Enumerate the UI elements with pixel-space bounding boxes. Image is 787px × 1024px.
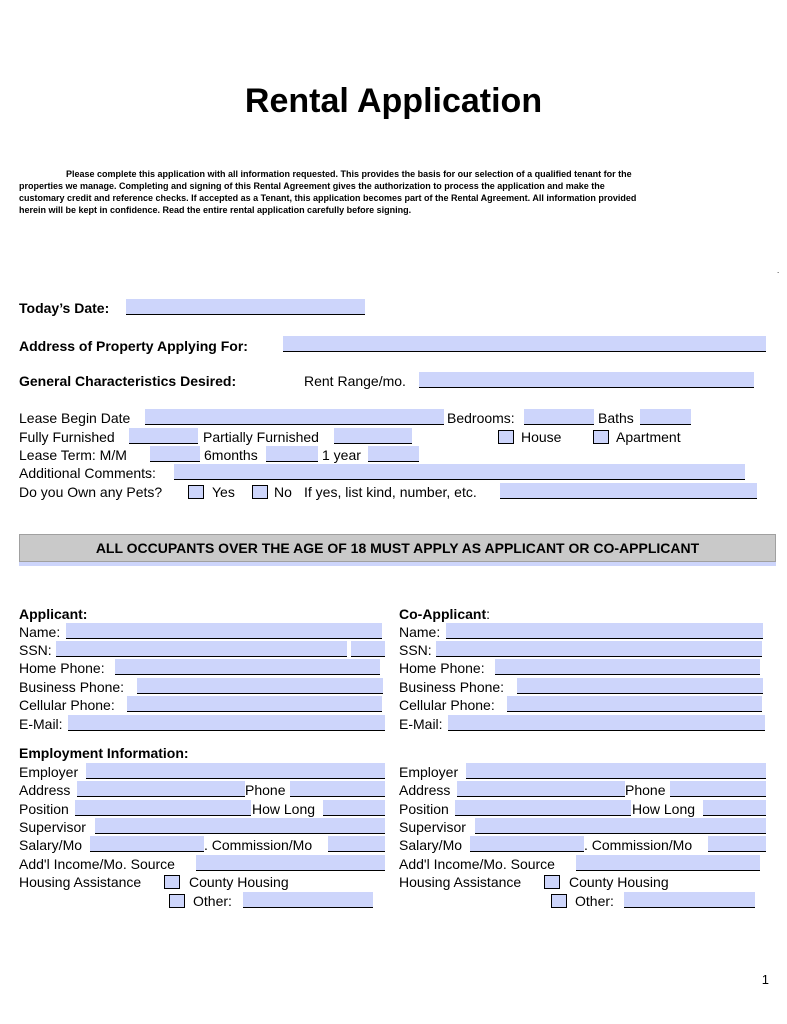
- partially-furnished-label: Partially Furnished: [203, 429, 319, 445]
- lease-term-label: Lease Term: M/M: [19, 447, 127, 463]
- intro-line: herein will be kept in confidence. Read the entire rental application carefully before signing.: [19, 205, 412, 215]
- coapplicant-business-phone-label: Business Phone:: [399, 679, 505, 695]
- employment-heading: Employment Information:: [19, 745, 189, 761]
- applicant-email-label: E-Mail:: [19, 716, 63, 732]
- coapplicant-employer-field[interactable]: [466, 763, 766, 779]
- coapplicant-name-field[interactable]: [446, 623, 763, 639]
- applicant-how-long-field[interactable]: [323, 800, 385, 816]
- fully-furnished-field[interactable]: [129, 428, 198, 444]
- additional-comments-field[interactable]: [174, 464, 745, 480]
- how-long-label: How Long: [632, 801, 696, 817]
- coapplicant-addl-income-field[interactable]: [576, 855, 760, 871]
- employer-label: Employer: [399, 764, 459, 780]
- address-label: Address: [19, 782, 71, 798]
- phone-label: Phone: [625, 782, 666, 798]
- applicant-home-phone-field[interactable]: [115, 659, 380, 675]
- intro-line: Please complete this application with all information requested. This provides the basis for our selection of a qualified tenant for the: [66, 169, 632, 179]
- coapplicant-cell-phone-field[interactable]: [507, 696, 762, 712]
- coapplicant-heading: [399, 605, 490, 623]
- lease-begin-field[interactable]: [145, 409, 444, 425]
- general-characteristics-label: General Characteristics Desired:: [19, 373, 237, 389]
- supervisor-label: Supervisor: [19, 819, 86, 835]
- pets-yes-checkbox[interactable]: [188, 485, 204, 499]
- baths-field[interactable]: [640, 409, 691, 425]
- coapplicant-cell-phone-label: Cellular Phone:: [399, 697, 495, 713]
- fully-furnished-label: Fully Furnished: [19, 429, 115, 445]
- bedrooms-field[interactable]: [524, 409, 594, 425]
- intro-line: properties we manage. Completing and signing of this Rental Agreement gives the authorization to process the application and make the: [19, 181, 605, 191]
- coapplicant-ssn-label: SSN:: [399, 642, 432, 658]
- house-label: House: [521, 429, 562, 445]
- coapplicant-commission-field[interactable]: [708, 836, 766, 852]
- applicant-salary-field[interactable]: [90, 836, 204, 852]
- applicant-county-housing-checkbox[interactable]: [164, 875, 180, 889]
- applicant-employer-address-field[interactable]: [77, 781, 245, 797]
- six-months-label: 6months: [204, 447, 258, 463]
- coapplicant-other-checkbox[interactable]: [551, 894, 567, 908]
- bedrooms-label: Bedrooms:: [447, 410, 515, 426]
- applicant-other-checkbox[interactable]: [169, 894, 185, 908]
- pets-detail-field[interactable]: [500, 483, 757, 499]
- occupants-banner: ALL OCCUPANTS OVER THE AGE OF 18 MUST APPLY AS APPLICANT OR CO-APPLICANT: [19, 534, 776, 562]
- applicant-commission-field[interactable]: [328, 836, 385, 852]
- applicant-home-phone-label: Home Phone:: [19, 660, 105, 676]
- six-months-field[interactable]: [266, 446, 318, 462]
- coapplicant-employer-phone-field[interactable]: [670, 781, 766, 797]
- applicant-email-field[interactable]: [68, 715, 385, 731]
- housing-assistance-label: Housing Assistance: [19, 874, 142, 890]
- lease-begin-label: Lease Begin Date: [19, 410, 131, 426]
- rent-range-label: Rent Range/mo.: [304, 373, 406, 389]
- coapplicant-position-field[interactable]: [455, 800, 631, 816]
- coapplicant-heading-text: Co-Applicant: [399, 606, 487, 622]
- page-number: 1: [761, 972, 769, 987]
- pets-no-checkbox[interactable]: [252, 485, 268, 499]
- partially-furnished-field[interactable]: [334, 428, 412, 444]
- banner-underline: [19, 562, 776, 566]
- baths-label: Baths: [598, 410, 634, 426]
- coapplicant-home-phone-field[interactable]: [495, 659, 760, 675]
- additional-comments-label: Additional Comments:: [19, 465, 156, 481]
- addl-income-label: Add'l Income/Mo. Source: [19, 856, 175, 872]
- coapplicant-employer-address-field[interactable]: [457, 781, 625, 797]
- lease-term-mm-field[interactable]: [150, 446, 200, 462]
- county-housing-label: County Housing: [189, 874, 289, 890]
- todays-date-field[interactable]: [126, 299, 365, 315]
- applicant-heading: Applicant:: [19, 606, 88, 622]
- coapplicant-county-housing-checkbox[interactable]: [544, 875, 560, 889]
- pets-detail-label: If yes, list kind, number, etc.: [304, 484, 477, 500]
- coapplicant-supervisor-field[interactable]: [475, 818, 766, 834]
- coapplicant-name-label: Name:: [399, 624, 441, 640]
- housing-assistance-label: Housing Assistance: [399, 874, 522, 890]
- stray-mark: .: [777, 266, 780, 275]
- property-address-field[interactable]: [283, 336, 766, 352]
- applicant-cell-phone-field[interactable]: [127, 696, 382, 712]
- commission-label: . Commission/Mo: [204, 837, 313, 853]
- coapplicant-how-long-field[interactable]: [703, 800, 766, 816]
- todays-date-label: Today’s Date:: [19, 300, 110, 316]
- county-housing-label: County Housing: [569, 874, 669, 890]
- supervisor-label: Supervisor: [399, 819, 466, 835]
- rent-range-field[interactable]: [419, 372, 754, 388]
- other-label: Other:: [575, 893, 614, 909]
- intro-paragraph: [19, 168, 771, 216]
- addl-income-label: Add'l Income/Mo. Source: [399, 856, 555, 872]
- applicant-addl-income-field[interactable]: [196, 855, 385, 871]
- coapplicant-other-field[interactable]: [624, 892, 755, 908]
- applicant-name-field[interactable]: [66, 623, 382, 639]
- intro-line: customary credit and reference checks. If accepted as a Tenant, this application becomes part of the Rental Agreement. All information provided: [19, 193, 637, 203]
- house-checkbox[interactable]: [498, 430, 514, 444]
- pets-label: Do you Own any Pets?: [19, 484, 163, 500]
- address-label: Address: [399, 782, 451, 798]
- coapplicant-salary-field[interactable]: [470, 836, 584, 852]
- applicant-supervisor-field[interactable]: [95, 818, 385, 834]
- salary-label: Salary/Mo: [399, 837, 463, 853]
- position-label: Position: [399, 801, 449, 817]
- phone-label: Phone: [245, 782, 286, 798]
- coapplicant-ssn-field[interactable]: [436, 641, 762, 657]
- applicant-ssn-field[interactable]: [56, 641, 347, 657]
- applicant-position-field[interactable]: [75, 800, 251, 816]
- applicant-cell-phone-label: Cellular Phone:: [19, 697, 115, 713]
- coapplicant-home-phone-label: Home Phone:: [399, 660, 485, 676]
- coapplicant-email-label: E-Mail:: [399, 716, 443, 732]
- salary-label: Salary/Mo: [19, 837, 83, 853]
- pets-no-label: No: [274, 484, 292, 500]
- commission-label: . Commission/Mo: [584, 837, 693, 853]
- applicant-ssn-extra-field[interactable]: [351, 641, 385, 657]
- applicant-business-phone-field[interactable]: [137, 678, 383, 694]
- applicant-employer-phone-field[interactable]: [290, 781, 385, 797]
- pets-yes-label: Yes: [212, 484, 235, 500]
- one-year-field[interactable]: [368, 446, 419, 462]
- applicant-employer-field[interactable]: [86, 763, 385, 779]
- one-year-label: 1 year: [322, 447, 361, 463]
- applicant-business-phone-label: Business Phone:: [19, 679, 125, 695]
- applicant-other-field[interactable]: [243, 892, 373, 908]
- apartment-label: Apartment: [616, 429, 681, 445]
- coapplicant-heading-colon: :: [486, 606, 490, 622]
- how-long-label: How Long: [252, 801, 316, 817]
- position-label: Position: [19, 801, 69, 817]
- property-address-label: Address of Property Applying For:: [19, 338, 248, 354]
- applicant-ssn-label: SSN:: [19, 642, 52, 658]
- employer-label: Employer: [19, 764, 79, 780]
- page-title: Rental Application: [244, 82, 543, 120]
- coapplicant-business-phone-field[interactable]: [517, 678, 763, 694]
- coapplicant-email-field[interactable]: [448, 715, 765, 731]
- apartment-checkbox[interactable]: [593, 430, 609, 444]
- applicant-name-label: Name:: [19, 624, 61, 640]
- other-label: Other:: [193, 893, 232, 909]
